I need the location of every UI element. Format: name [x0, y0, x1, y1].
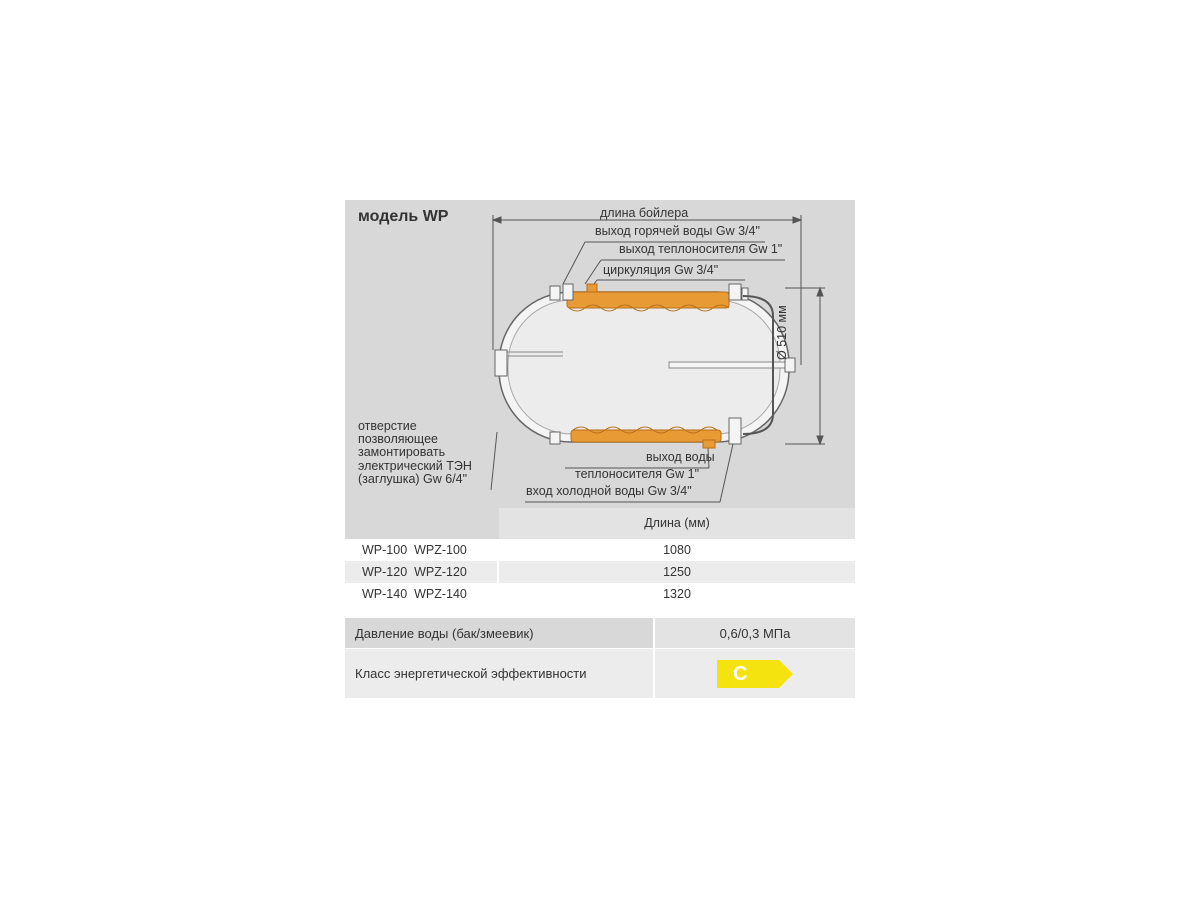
plug-note-line: отверстие [358, 419, 417, 433]
energy-class-letter: C [733, 662, 748, 685]
label-heat-carrier-outlet: выход теплоносителя Gw 1" [619, 242, 783, 256]
energy-class-badge [717, 660, 793, 688]
product-spec-card [345, 200, 855, 700]
spec-table [345, 618, 855, 698]
table-row [345, 539, 855, 561]
plug-note-line: позволяющее [358, 432, 438, 447]
label-water-outlet: выход воды [646, 450, 715, 464]
plug-note [358, 420, 472, 486]
label-diameter: Ø 510 мм [775, 305, 789, 360]
label-boiler-length: длина бойлера [600, 206, 689, 220]
boiler-diagram [345, 200, 855, 508]
energy-class-row [345, 649, 855, 698]
energy-class-label: Класс энергетической эффективности [355, 666, 587, 681]
side-plug [495, 350, 507, 376]
model-cell: WP-100 WPZ-100 [362, 543, 467, 557]
energy-badge-arrow-icon [717, 660, 793, 688]
length-column-header: Длина (мм) [499, 508, 855, 539]
length-cell: 1080 [663, 543, 691, 557]
model-cell: WP-140 WPZ-140 [362, 587, 467, 601]
length-cell: 1250 [663, 565, 691, 579]
length-table-header [345, 508, 855, 539]
model-title: модель WP [358, 208, 449, 225]
plug-note-line: (заглушка) Gw 6/4" [358, 471, 468, 486]
model-cell: WP-120 WPZ-120 [362, 565, 467, 579]
length-table [345, 508, 855, 605]
table-row [345, 583, 855, 605]
label-circulation: циркуляция Gw 3/4" [603, 263, 719, 277]
plug-note-line: замонтировать [358, 445, 446, 460]
label-heat-carrier-return: теплоносителя Gw 1" [575, 467, 700, 481]
pressure-value: 0,6/0,3 МПа [655, 618, 855, 648]
length-cell: 1320 [663, 587, 691, 601]
plug-note-line: электрический ТЭН [358, 458, 472, 473]
header-empty-cell [345, 508, 497, 539]
label-cold-water-inlet: вход холодной воды Gw 3/4" [526, 484, 692, 498]
label-hot-water-outlet: выход горячей воды Gw 3/4" [595, 224, 760, 238]
upper-heating-coil [567, 292, 729, 311]
pressure-label: Давление воды (бак/змеевик) [355, 625, 534, 641]
table-row [345, 561, 855, 583]
pressure-row [345, 618, 855, 648]
energy-class-cell [655, 649, 855, 698]
